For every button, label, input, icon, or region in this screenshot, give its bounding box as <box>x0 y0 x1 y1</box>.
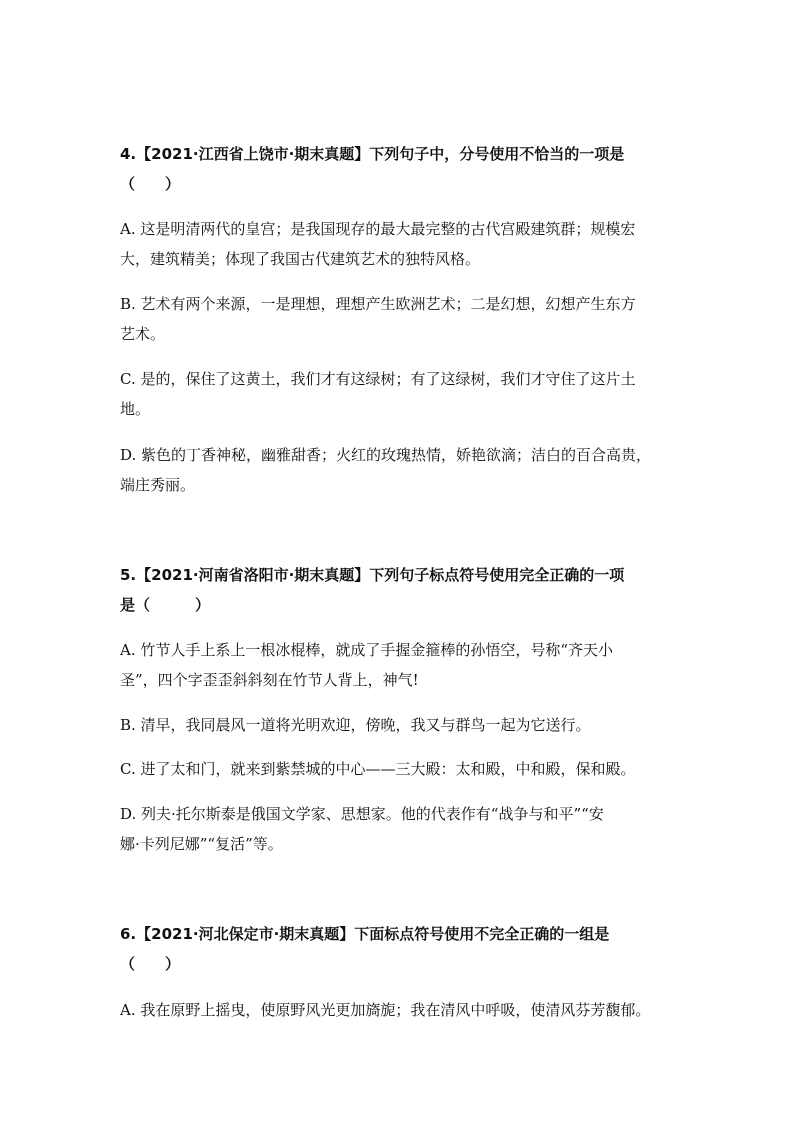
option-line: 艺术。 <box>120 325 166 343</box>
option-line: D. 紫色的丁香神秘，幽雅甜香；火红的玫瑰热情，娇艳欲滴；洁白的百合高贵， <box>120 446 652 464</box>
question-5-line-1: 5.【2021·河南省洛阳市·期末真题】下列句子标点符号使用完全正确的一项 <box>120 566 625 584</box>
question-6-header <box>120 919 680 979</box>
question-4-line-2: （ ） <box>120 175 181 193</box>
option-line: A. 这是明清两代的皇宫；是我国现存的最大最完整的古代宫殿建筑群；规模宏 <box>120 220 636 238</box>
question-5-option-d <box>120 799 678 859</box>
question-5-line-2: 是（ ） <box>120 596 211 614</box>
question-4-option-b <box>120 289 678 349</box>
question-6-line-2: （ ） <box>120 955 181 973</box>
option-line: 圣”，四个字歪歪斜斜刻在竹节人背上，神气! <box>120 671 419 689</box>
question-4-header <box>120 139 680 199</box>
option-line: C. 进了太和门，就来到紫禁城的中心——三大殿：太和殿，中和殿，保和殿。 <box>120 760 636 778</box>
question-5-header <box>120 560 680 620</box>
question-5-option-c <box>120 754 678 784</box>
option-line: B. 艺术有两个来源，一是理想，理想产生欧洲艺术；二是幻想，幻想产生东方 <box>120 295 636 313</box>
option-line: C. 是的，保住了这黄土，我们才有这绿树；有了这绿树，我们才守住了这片土 <box>120 370 636 388</box>
option-line: 端庄秀丽。 <box>120 476 196 494</box>
question-4-option-a <box>120 214 678 274</box>
option-line: 娜·卡列尼娜”“复活”等。 <box>120 835 283 853</box>
question-4-option-d <box>120 440 678 500</box>
question-5-option-b <box>120 710 678 740</box>
question-4-option-c <box>120 364 678 424</box>
option-line: 大，建筑精美；体现了我国古代建筑艺术的独特风格。 <box>120 250 481 268</box>
question-5-option-a <box>120 635 678 695</box>
option-line: A. 竹节人手上系上一根冰棍棒，就成了手握金箍棒的孙悟空，号称“齐天小 <box>120 641 614 659</box>
question-6-option-a <box>120 995 678 1025</box>
question-4-line-1: 4.【2021·江西省上饶市·期末真题】下列句子中，分号使用不恰当的一项是 <box>120 145 625 163</box>
option-line: D. 列夫·托尔斯泰是俄国文学家、思想家。他的代表作有“战争与和平”“安 <box>120 805 604 823</box>
question-6-line-1: 6.【2021·河北保定市·期末真题】下面标点符号使用不完全正确的一组是 <box>120 925 610 943</box>
option-line: 地。 <box>120 400 151 418</box>
option-line: B. 清早，我同晨风一道将光明欢迎，傍晚，我又与群鸟一起为它送行。 <box>120 716 591 734</box>
option-line: A. 我在原野上摇曳，使原野风光更加旖旎；我在清风中呼吸，使清风芬芳馥郁。 <box>120 1001 651 1019</box>
